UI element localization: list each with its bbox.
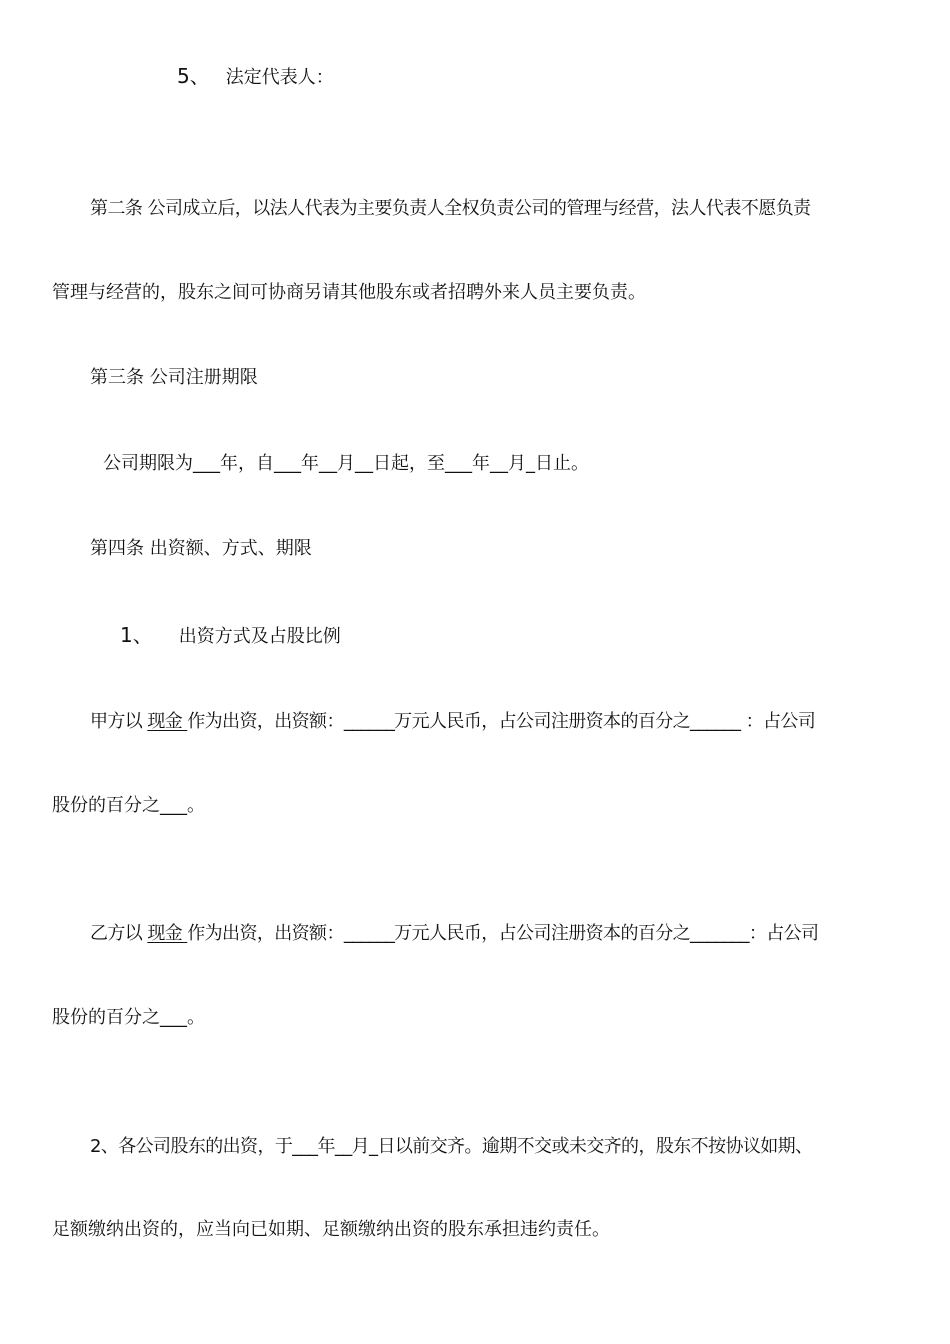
party-b-prefix: 乙方以 — [90, 923, 148, 944]
item-5-number: 5、 — [177, 64, 210, 88]
article-4-sub1-heading — [120, 623, 341, 649]
article-4-sub2-line-1: 2、各公司股东的出资，于___年__月_日以前交齐。逾期不交或未交齐的，股东不按协议如期、 — [90, 1136, 813, 1157]
party-a-prefix: 甲方以 — [90, 711, 148, 732]
party-a-rest: 作为出资，出资额：______万元人民币，占公司注册资本的百分之______ ：占公司 — [187, 711, 816, 732]
article-2-line-2: 管理与经营的，股东之间可协商另请其他股东或者招聘外来人员主要负责。 — [52, 282, 646, 303]
article-2-line-1: 第二条 公司成立后，以法人代表为主要负责人全权负责公司的管理与经营，法人代表不愿负责 — [90, 198, 811, 219]
article-4-sub1-title: 出资方式及占股比例 — [178, 626, 341, 647]
article-3-body: 公司期限为___年，自___年__月__日起，至___年__月_日止。 — [103, 453, 589, 474]
article-4-sub2-line-2: 足额缴纳出资的，应当向已如期、足额缴纳出资的股东承担违约责任。 — [52, 1219, 610, 1240]
party-b-line-2: 股份的百分之___。 — [52, 1007, 205, 1028]
item-5-label: 法定代表人： — [225, 67, 334, 88]
party-a-method: 现金 — [147, 711, 188, 732]
article-4-sub1-number: 1、 — [120, 623, 153, 647]
party-b-line-1 — [90, 922, 818, 946]
party-b-method: 现金 — [147, 923, 188, 944]
party-a-line-1 — [90, 710, 815, 734]
party-a-line-2: 股份的百分之___。 — [52, 795, 205, 816]
article-3-title: 第三条 公司注册期限 — [90, 367, 258, 388]
item-5-heading — [177, 64, 334, 90]
party-b-rest: 作为出资，出资额：______万元人民币，占公司注册资本的百分之_______：占公司 — [187, 923, 819, 944]
article-4-title: 第四条 出资额、方式、期限 — [90, 538, 312, 559]
